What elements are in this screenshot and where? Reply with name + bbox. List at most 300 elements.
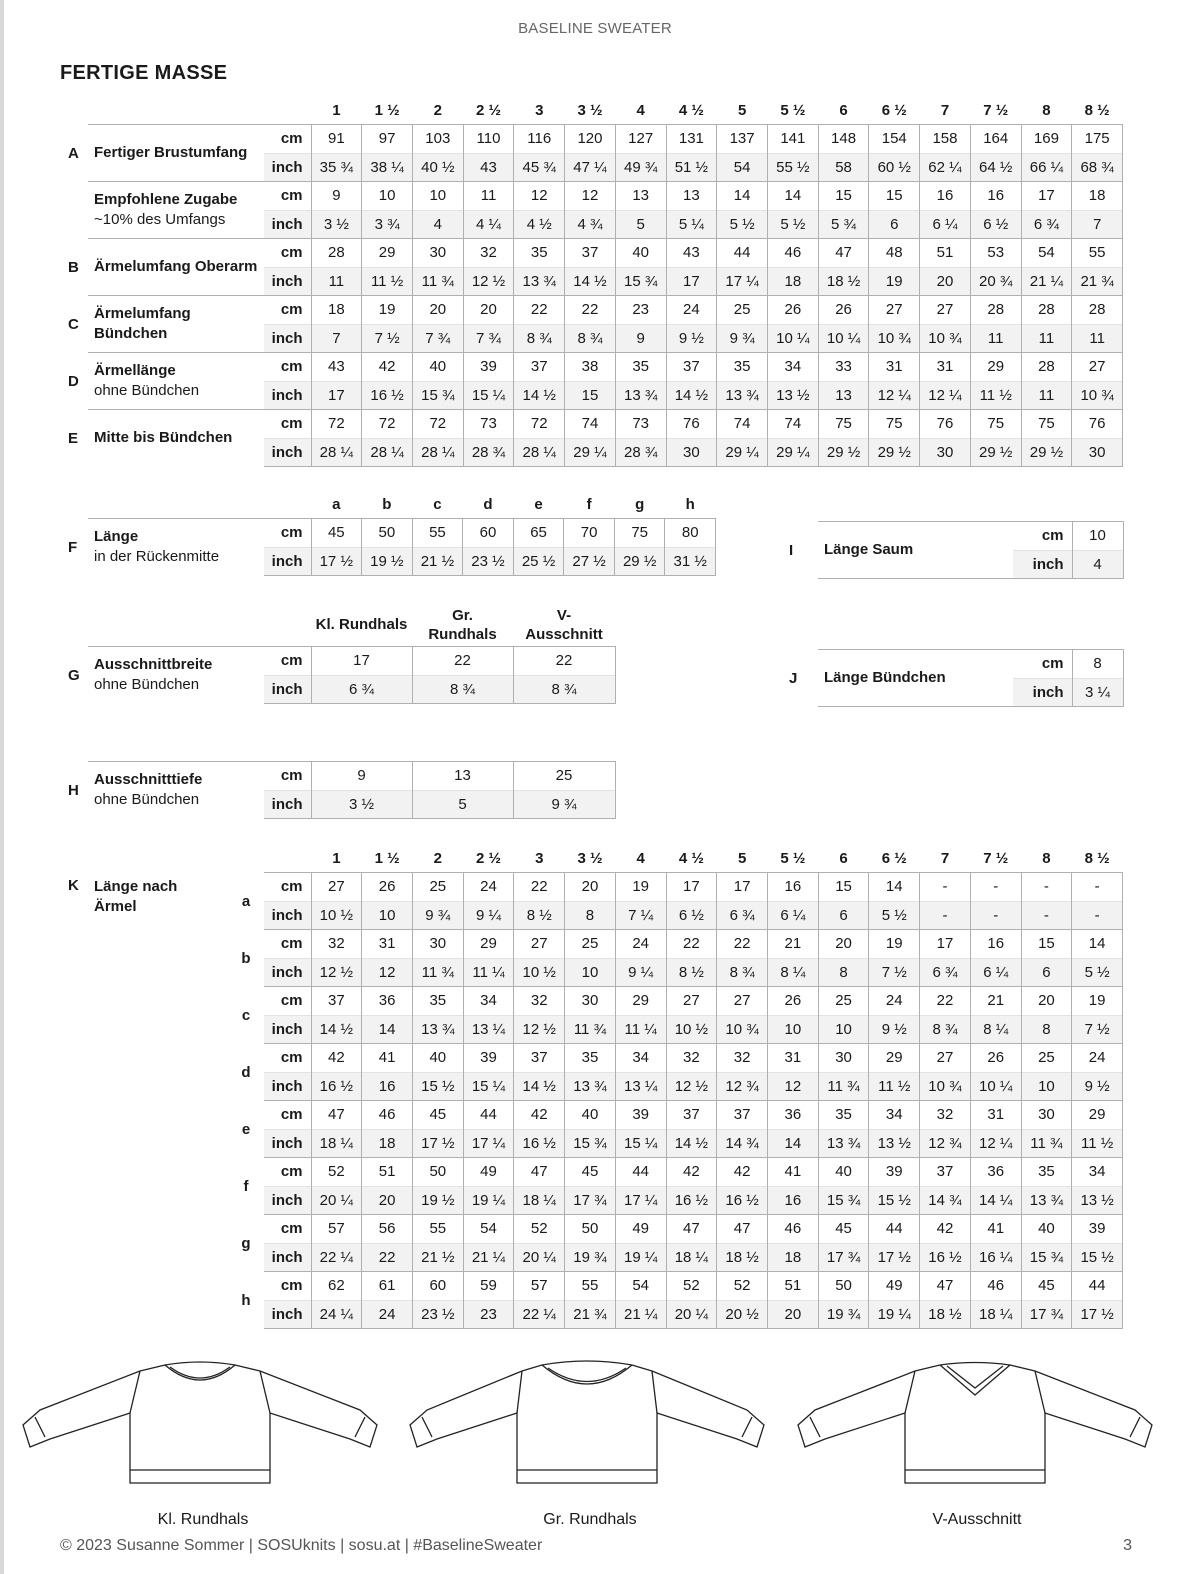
value-cell: 56 <box>362 1215 413 1244</box>
blank <box>264 845 311 873</box>
value-cell: 10 ¾ <box>920 324 971 353</box>
length-col-header: c <box>433 496 442 513</box>
value-cell: 80 <box>665 519 716 548</box>
row-letter: K <box>68 876 79 894</box>
row-label: Ärmelumfang Bündchen <box>88 296 264 353</box>
value-cell: 28 <box>311 239 362 268</box>
value-cell: 23 ½ <box>463 547 514 576</box>
value-cell: 24 ¼ <box>311 1300 362 1329</box>
value-cell: 14 <box>717 182 768 211</box>
value-cell: 10 <box>1072 522 1123 551</box>
size-header: 6 <box>839 850 848 867</box>
value-cell: 11 ½ <box>869 1072 920 1101</box>
value-cell: 5 <box>615 210 666 239</box>
value-cell: 34 <box>767 353 818 382</box>
value-cell: 9 ¼ <box>463 901 514 930</box>
cuff-length-table <box>780 649 1124 707</box>
row-letter: H <box>68 781 79 799</box>
value-cell: 52 <box>514 1215 565 1244</box>
size-header: 8 ½ <box>1084 850 1110 867</box>
value-cell: 7 ½ <box>1072 1015 1123 1044</box>
value-cell: 10 ¾ <box>869 324 920 353</box>
value-cell: 40 <box>412 1044 463 1073</box>
value-cell: 26 <box>970 1044 1021 1073</box>
value-cell: 30 <box>412 930 463 959</box>
value-cell: 43 <box>311 353 362 382</box>
value-cell: 50 <box>362 519 413 548</box>
unit-cm: cm <box>264 647 311 676</box>
value-cell: 7 ¾ <box>412 324 463 353</box>
value-cell: 8 ½ <box>666 958 717 987</box>
unit-cm: cm <box>264 1272 311 1301</box>
value-cell: 22 <box>717 930 768 959</box>
value-cell: 46 <box>362 1101 413 1130</box>
value-cell: 169 <box>1021 125 1072 154</box>
unit-inch: inch <box>264 267 311 296</box>
unit-cm: cm <box>264 1044 311 1073</box>
value-cell: 15 ¾ <box>818 1186 869 1215</box>
value-cell: 11 ¾ <box>412 958 463 987</box>
value-cell: 15 ½ <box>412 1072 463 1101</box>
row-letter: I <box>789 541 794 559</box>
value-cell: 74 <box>565 410 616 439</box>
unit-inch: inch <box>264 1129 311 1158</box>
value-cell: 175 <box>1072 125 1123 154</box>
value-cell: 26 <box>767 296 818 325</box>
value-cell: 57 <box>514 1272 565 1301</box>
unit-inch: inch <box>264 153 311 182</box>
value-cell: 34 <box>869 1101 920 1130</box>
value-cell: 9 <box>311 182 362 211</box>
value-cell: 31 <box>869 353 920 382</box>
value-cell: 29 ½ <box>614 547 665 576</box>
value-cell: 15 ¾ <box>412 381 463 410</box>
value-cell: 41 <box>767 1158 818 1187</box>
value-cell: 29 <box>1072 1101 1123 1130</box>
value-cell: 13 ½ <box>869 1129 920 1158</box>
value-cell: 18 ¼ <box>311 1129 362 1158</box>
value-cell: 37 <box>311 987 362 1016</box>
value-cell: 16 ½ <box>311 1072 362 1101</box>
value-cell: 3 ½ <box>311 210 362 239</box>
neck-col-header: V- Ausschnitt <box>525 607 603 643</box>
value-cell: 6 ¾ <box>1021 210 1072 239</box>
value-cell: 19 ½ <box>412 1186 463 1215</box>
finished-measurements-table <box>60 97 1123 467</box>
value-cell: 54 <box>463 1215 514 1244</box>
value-cell: 137 <box>717 125 768 154</box>
size-header: 4 <box>636 102 645 119</box>
value-cell: 22 <box>514 296 565 325</box>
value-cell: 15 ¾ <box>565 1129 616 1158</box>
row-letter: B <box>68 258 79 276</box>
value-cell: 11 ¾ <box>1021 1129 1072 1158</box>
value-cell: 4 <box>1072 550 1123 579</box>
value-cell: 57 <box>311 1215 362 1244</box>
unit-cm: cm <box>264 873 311 902</box>
value-cell: 6 ½ <box>666 901 717 930</box>
size-header: 3 <box>535 850 544 867</box>
value-cell: 16 ¼ <box>970 1243 1021 1272</box>
value-cell: 54 <box>615 1272 666 1301</box>
row-label: Ärmellänge ohne Bündchen <box>88 353 264 410</box>
value-cell: 18 <box>362 1129 413 1158</box>
value-cell: 30 <box>1021 1101 1072 1130</box>
neck-col-header: Gr. Rundhals <box>428 607 497 643</box>
value-cell: 24 <box>869 987 920 1016</box>
value-cell: 9 <box>615 324 666 353</box>
value-cell: 31 <box>767 1044 818 1073</box>
value-cell: 4 <box>412 210 463 239</box>
value-cell: 13 ¾ <box>514 267 565 296</box>
value-cell: 35 <box>1021 1158 1072 1187</box>
value-cell: 25 <box>513 762 615 791</box>
value-cell: 17 ½ <box>869 1243 920 1272</box>
neck-depth-label: Ausschnitttiefe ohne Bündchen <box>88 762 264 819</box>
value-cell: 15 <box>869 182 920 211</box>
page-number: 3 <box>1123 1537 1132 1554</box>
value-cell: 22 ¼ <box>514 1300 565 1329</box>
value-cell: 62 <box>311 1272 362 1301</box>
value-cell: 10 ½ <box>666 1015 717 1044</box>
value-cell: 35 <box>514 239 565 268</box>
value-cell: 38 ¼ <box>362 153 413 182</box>
value-cell: 14 ½ <box>666 381 717 410</box>
value-cell: 49 <box>869 1272 920 1301</box>
value-cell: 19 ½ <box>362 547 413 576</box>
value-cell: 6 <box>869 210 920 239</box>
unit-inch: inch <box>1013 678 1072 707</box>
value-cell: 23 <box>463 1300 514 1329</box>
value-cell: 13 ½ <box>1072 1186 1123 1215</box>
value-cell: 42 <box>666 1158 717 1187</box>
value-cell: 76 <box>920 410 971 439</box>
value-cell: 11 ¾ <box>565 1015 616 1044</box>
sub-row-letter: g <box>241 1234 251 1252</box>
value-cell: 35 ¾ <box>311 153 362 182</box>
value-cell: 20 <box>463 296 514 325</box>
sweater-drawing <box>410 1361 764 1483</box>
size-header: 8 <box>1042 102 1051 119</box>
value-cell: 12 ¾ <box>920 1129 971 1158</box>
value-cell: 5 ¾ <box>818 210 869 239</box>
value-cell: 17 ½ <box>412 1129 463 1158</box>
value-cell: 24 <box>463 873 514 902</box>
size-header: 4 ½ <box>678 850 704 867</box>
value-cell: 14 ½ <box>666 1129 717 1158</box>
value-cell: 75 <box>614 519 665 548</box>
value-cell: 10 ¾ <box>717 1015 768 1044</box>
value-cell: 13 <box>666 182 717 211</box>
value-cell: 6 ¾ <box>920 958 971 987</box>
value-cell: 6 ¼ <box>920 210 971 239</box>
value-cell: 14 <box>767 1129 818 1158</box>
value-cell: 18 ¼ <box>970 1300 1021 1329</box>
unit-cm: cm <box>1013 650 1072 679</box>
value-cell: 41 <box>362 1044 413 1073</box>
sweater-v-neck-illustration <box>790 1355 1160 1513</box>
value-cell: 29 <box>463 930 514 959</box>
value-cell: 27 <box>1072 353 1123 382</box>
value-cell: 52 <box>311 1158 362 1187</box>
value-cell: 40 <box>818 1158 869 1187</box>
size-header: 1 <box>332 102 341 119</box>
value-cell: 18 ¼ <box>666 1243 717 1272</box>
value-cell: 36 <box>362 987 413 1016</box>
value-cell: 15 ½ <box>869 1186 920 1215</box>
size-header: 6 <box>839 102 848 119</box>
value-cell: 24 <box>666 296 717 325</box>
value-cell: 103 <box>412 125 463 154</box>
value-cell: 60 <box>412 1272 463 1301</box>
value-cell: 15 <box>1021 930 1072 959</box>
value-cell: 27 <box>717 987 768 1016</box>
value-cell: 3 ¾ <box>362 210 413 239</box>
value-cell: 42 <box>920 1215 971 1244</box>
value-cell: 16 ½ <box>717 1186 768 1215</box>
length-col-header: h <box>685 496 695 513</box>
sub-row-letter: b <box>241 949 251 967</box>
value-cell: 6 ¾ <box>311 675 412 704</box>
value-cell: 52 <box>717 1272 768 1301</box>
value-cell: 12 <box>514 182 565 211</box>
value-cell: 15 ¼ <box>463 381 514 410</box>
row-letter: A <box>68 144 79 162</box>
value-cell: 3 ¼ <box>1072 678 1123 707</box>
value-cell: 14 ¾ <box>920 1186 971 1215</box>
value-cell: 75 <box>1021 410 1072 439</box>
value-cell: 27 <box>514 930 565 959</box>
illustration-caption: Kl. Rundhals <box>157 1511 249 1528</box>
value-cell: 60 ½ <box>869 153 920 182</box>
value-cell: 28 ¾ <box>463 438 514 467</box>
value-cell: 21 ¾ <box>565 1300 616 1329</box>
value-cell: 13 ¾ <box>1021 1186 1072 1215</box>
size-header: 7 ½ <box>983 102 1009 119</box>
value-cell: 25 <box>818 987 869 1016</box>
value-cell: 28 <box>1072 296 1123 325</box>
value-cell: 40 <box>1021 1215 1072 1244</box>
unit-cm: cm <box>264 1215 311 1244</box>
value-cell: 19 ¾ <box>565 1243 616 1272</box>
value-cell: 22 <box>362 1243 413 1272</box>
value-cell: 6 ¾ <box>717 901 768 930</box>
value-cell: 20 <box>412 296 463 325</box>
length-col-header: e <box>534 496 543 513</box>
value-cell: 12 ¼ <box>920 381 971 410</box>
value-cell: 55 <box>565 1272 616 1301</box>
value-cell: 55 ½ <box>767 153 818 182</box>
value-cell: - <box>970 873 1021 902</box>
value-cell: 30 <box>412 239 463 268</box>
value-cell: 74 <box>767 410 818 439</box>
value-cell: 24 <box>1072 1044 1123 1073</box>
value-cell: 47 <box>717 1215 768 1244</box>
unit-inch: inch <box>264 790 311 819</box>
value-cell: 50 <box>565 1215 616 1244</box>
value-cell: 11 <box>1021 324 1072 353</box>
value-cell: 20 ¼ <box>666 1300 717 1329</box>
length-table <box>60 491 716 576</box>
value-cell: 5 ½ <box>869 901 920 930</box>
document-header: BASELINE SWEATER <box>518 20 672 37</box>
value-cell: 12 ¼ <box>869 381 920 410</box>
value-cell: 15 ¼ <box>463 1072 514 1101</box>
value-cell: 20 <box>920 267 971 296</box>
value-cell: 47 <box>666 1215 717 1244</box>
unit-inch: inch <box>264 675 311 704</box>
page-left-edge <box>0 0 4 1574</box>
neck-col-header: Kl. Rundhals <box>315 616 408 633</box>
size-header: 1 ½ <box>374 850 400 867</box>
size-header: 3 ½ <box>577 850 603 867</box>
value-cell: 21 ¼ <box>1021 267 1072 296</box>
sweater-small-crew-neck-illustration <box>15 1355 385 1513</box>
illustration-caption: V-Ausschnitt <box>932 1511 1022 1528</box>
value-cell: 9 ¾ <box>717 324 768 353</box>
size-header: 5 <box>737 102 747 119</box>
value-cell: 11 ½ <box>1072 1129 1123 1158</box>
value-cell: 25 <box>717 296 768 325</box>
value-cell: 32 <box>514 987 565 1016</box>
value-cell: 60 <box>463 519 514 548</box>
value-cell: 5 <box>412 790 513 819</box>
unit-inch: inch <box>264 1015 311 1044</box>
size-header: 5 ½ <box>780 102 806 119</box>
value-cell: 39 <box>463 1044 514 1073</box>
value-cell: 10 <box>1021 1072 1072 1101</box>
value-cell: 8 ¾ <box>565 324 616 353</box>
unit-cm: cm <box>264 353 311 382</box>
value-cell: 12 ¼ <box>970 1129 1021 1158</box>
row-letter: G <box>68 666 80 684</box>
value-cell: 16 ½ <box>514 1129 565 1158</box>
value-cell: 29 ½ <box>970 438 1021 467</box>
value-cell: 16 <box>767 1186 818 1215</box>
unit-cm: cm <box>264 239 311 268</box>
value-cell: 32 <box>463 239 514 268</box>
sub-row-letter: c <box>241 1006 251 1024</box>
value-cell: 13 <box>412 762 513 791</box>
row-label: Empfohlene Zugabe ~10% des Umfangs <box>88 182 264 239</box>
value-cell: 22 <box>565 296 616 325</box>
value-cell: 19 ¼ <box>615 1243 666 1272</box>
value-cell: 31 ½ <box>665 547 716 576</box>
value-cell: 23 <box>615 296 666 325</box>
sub-row-letter: e <box>241 1120 251 1138</box>
value-cell: 13 <box>615 182 666 211</box>
unit-cm: cm <box>264 762 311 791</box>
value-cell: 16 <box>767 873 818 902</box>
value-cell: 17 <box>666 267 717 296</box>
value-cell: 7 ½ <box>869 958 920 987</box>
value-cell: - <box>970 901 1021 930</box>
value-cell: 6 <box>818 901 869 930</box>
value-cell: 20 <box>1021 987 1072 1016</box>
value-cell: 61 <box>362 1272 413 1301</box>
value-cell: 3 ½ <box>311 790 412 819</box>
neck-depth-table <box>60 761 616 819</box>
value-cell: 47 <box>818 239 869 268</box>
value-cell: 16 <box>920 182 971 211</box>
value-cell: 28 <box>970 296 1021 325</box>
value-cell: 19 <box>1072 987 1123 1016</box>
unit-cm: cm <box>264 1158 311 1187</box>
value-cell: 8 <box>818 958 869 987</box>
value-cell: 10 <box>565 958 616 987</box>
value-cell: 27 <box>666 987 717 1016</box>
value-cell: 49 <box>615 1215 666 1244</box>
value-cell: 39 <box>1072 1215 1123 1244</box>
value-cell: 25 <box>412 873 463 902</box>
value-cell: 40 <box>565 1101 616 1130</box>
value-cell: 30 <box>666 438 717 467</box>
value-cell: 16 <box>970 182 1021 211</box>
sub-row-letter: d <box>241 1063 251 1081</box>
blank <box>228 845 264 873</box>
value-cell: 32 <box>717 1044 768 1073</box>
value-cell: 14 <box>362 1015 413 1044</box>
unit-cm: cm <box>264 930 311 959</box>
size-header: 7 <box>940 102 950 119</box>
value-cell: 29 <box>362 239 413 268</box>
value-cell: 28 ¼ <box>311 438 362 467</box>
value-cell: 37 <box>565 239 616 268</box>
size-header: 5 <box>737 850 747 867</box>
value-cell: 14 <box>1072 930 1123 959</box>
value-cell: 39 <box>463 353 514 382</box>
value-cell: 141 <box>767 125 818 154</box>
value-cell: 35 <box>615 353 666 382</box>
value-cell: 17 <box>311 647 412 676</box>
value-cell: 65 <box>513 519 564 548</box>
value-cell: 11 ½ <box>970 381 1021 410</box>
value-cell: 16 <box>970 930 1021 959</box>
value-cell: 39 <box>869 1158 920 1187</box>
value-cell: 12 ½ <box>514 1015 565 1044</box>
value-cell: 13 <box>818 381 869 410</box>
value-cell: 14 ½ <box>565 267 616 296</box>
value-cell: 7 ¾ <box>463 324 514 353</box>
unit-cm: cm <box>264 519 311 548</box>
value-cell: 18 ½ <box>717 1243 768 1272</box>
value-cell: 44 <box>1072 1272 1123 1301</box>
value-cell: 17 <box>920 930 971 959</box>
value-cell: 9 ½ <box>869 1015 920 1044</box>
value-cell: 17 ½ <box>311 547 362 576</box>
value-cell: 91 <box>311 125 362 154</box>
value-cell: 66 ¼ <box>1021 153 1072 182</box>
value-cell: 8 ¾ <box>513 675 615 704</box>
value-cell: 51 ½ <box>666 153 717 182</box>
unit-inch: inch <box>264 381 311 410</box>
value-cell: 18 <box>311 296 362 325</box>
value-cell: 72 <box>311 410 362 439</box>
value-cell: 21 <box>970 987 1021 1016</box>
row-label: Länge nach Ärmel <box>94 877 178 915</box>
value-cell: 20 <box>362 1186 413 1215</box>
value-cell: 40 <box>615 239 666 268</box>
blank <box>60 491 88 519</box>
value-cell: 19 <box>869 267 920 296</box>
value-cell: 37 <box>717 1101 768 1130</box>
value-cell: 34 <box>615 1044 666 1073</box>
value-cell: 55 <box>1072 239 1123 268</box>
value-cell: 6 ¼ <box>970 958 1021 987</box>
value-cell: 21 ½ <box>412 1243 463 1272</box>
value-cell: 29 ¼ <box>565 438 616 467</box>
value-cell: 37 <box>514 353 565 382</box>
